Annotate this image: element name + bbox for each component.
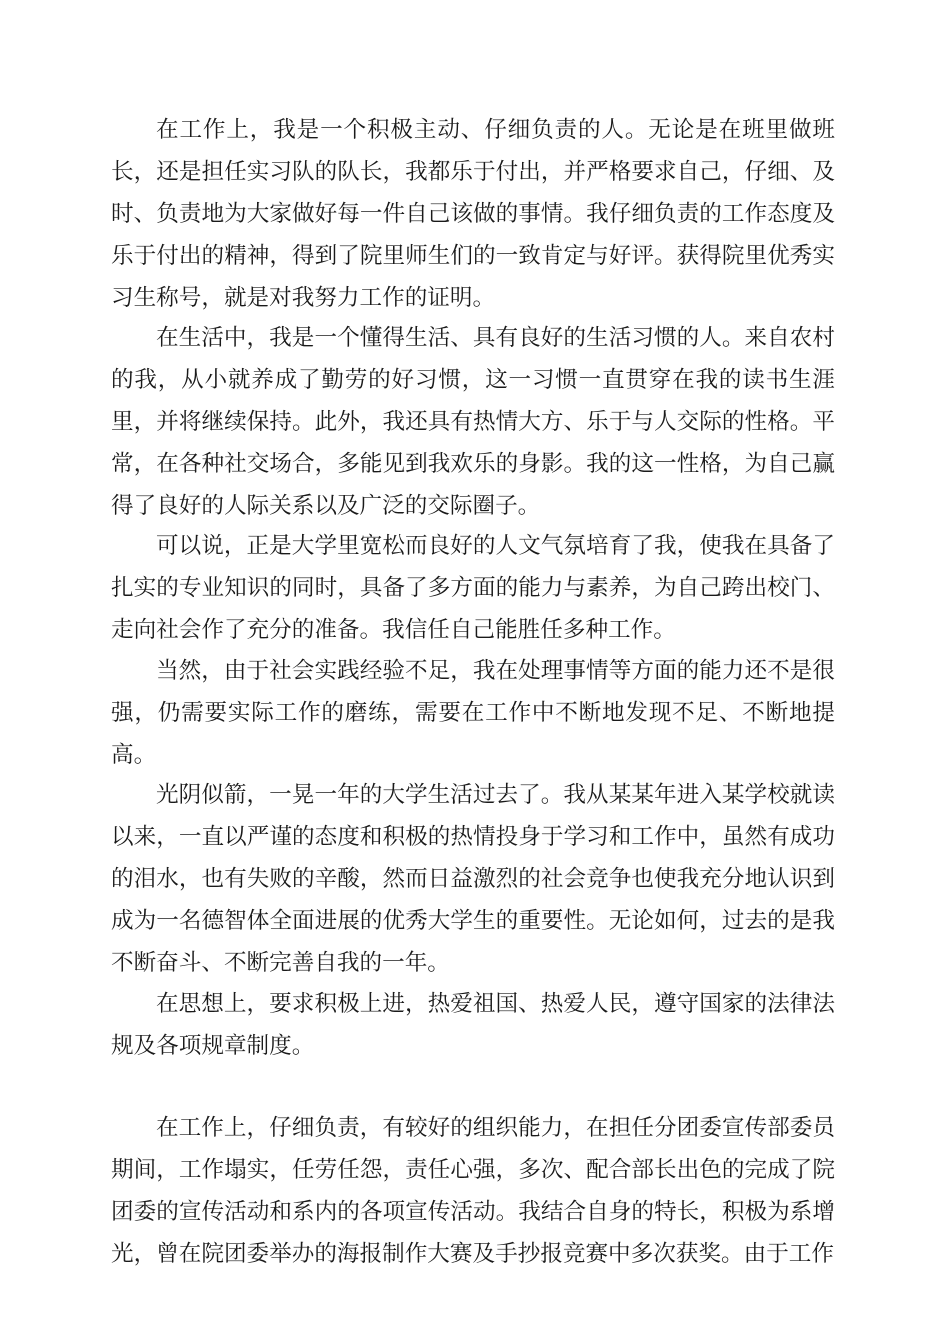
paragraph-work-attitude: 在工作上，我是一个积极主动、仔细负责的人。无论是在班里做班长，还是担任实习队的队长，我都乐于付出，并严格要求自己，仔细、及时、负责地为大家做好每一件自己该做的事情。我仔细负责的工作态度及乐于付出的精神，得到了院里师生们的一致肯定与好评。获得院里优秀实习生称号，就是对我努力工作的证明。 xyxy=(111,117,835,311)
paragraph-life-habits: 在生活中，我是一个懂得生活、具有良好的生活习惯的人。来自农村的我，从小就养成了勤劳的好习惯，这一习惯一直贯穿在我的读书生涯里，并将继续保持。此外，我还具有热情大方、乐于与人交际的性格。平常，在各种社交场合，多能见到我欢乐的身影。我的这一性格，为自己赢得了良好的人际关系以及广泛的交际圈子。 xyxy=(111,325,835,519)
paragraph-ideology: 在思想上，要求积极上进，热爱祖国、热爱人民，遵守国家的法律法规及各项规章制度。 xyxy=(111,991,835,1059)
paragraph-year-review: 光阴似箭，一晃一年的大学生活过去了。我从某某年进入某学校就读以来，一直以严谨的态度和积极的热情投身于学习和工作中，虽然有成功的泪水，也有失败的辛酸，然而日益激烈的社会竞争也使我充分地认识到成为一名德智体全面进展的优秀大学生的重要性。无论如何，过去的是我不断奋斗、不断完善自我的一年。 xyxy=(111,782,835,976)
paragraph-shortcomings: 当然，由于社会实践经验不足，我在处理事情等方面的能力还不是很强，仍需要实际工作的磨练，需要在工作中不断地发现不足、不断地提高。 xyxy=(111,658,835,768)
paragraph-work-achievements: 在工作上，仔细负责，有较好的组织能力，在担任分团委宣传部委员期间，工作塌实，任劳任怨，责任心强，多次、配合部长出色的完成了院团委的宣传活动和系内的各项宣传活动。我结合自身的特长，积极为系增光，曾在院团委举办的海报制作大赛及手抄报竞赛中多次获奖。由于工作 xyxy=(111,1115,835,1267)
paragraph-university-growth: 可以说，正是大学里宽松而良好的人文气氛培育了我，使我在具备了扎实的专业知识的同时，具备了多方面的能力与素养，为自己跨出校门、走向社会作了充分的准备。我信任自己能胜任多种工作。 xyxy=(111,533,835,643)
document-page xyxy=(111,0,835,1344)
